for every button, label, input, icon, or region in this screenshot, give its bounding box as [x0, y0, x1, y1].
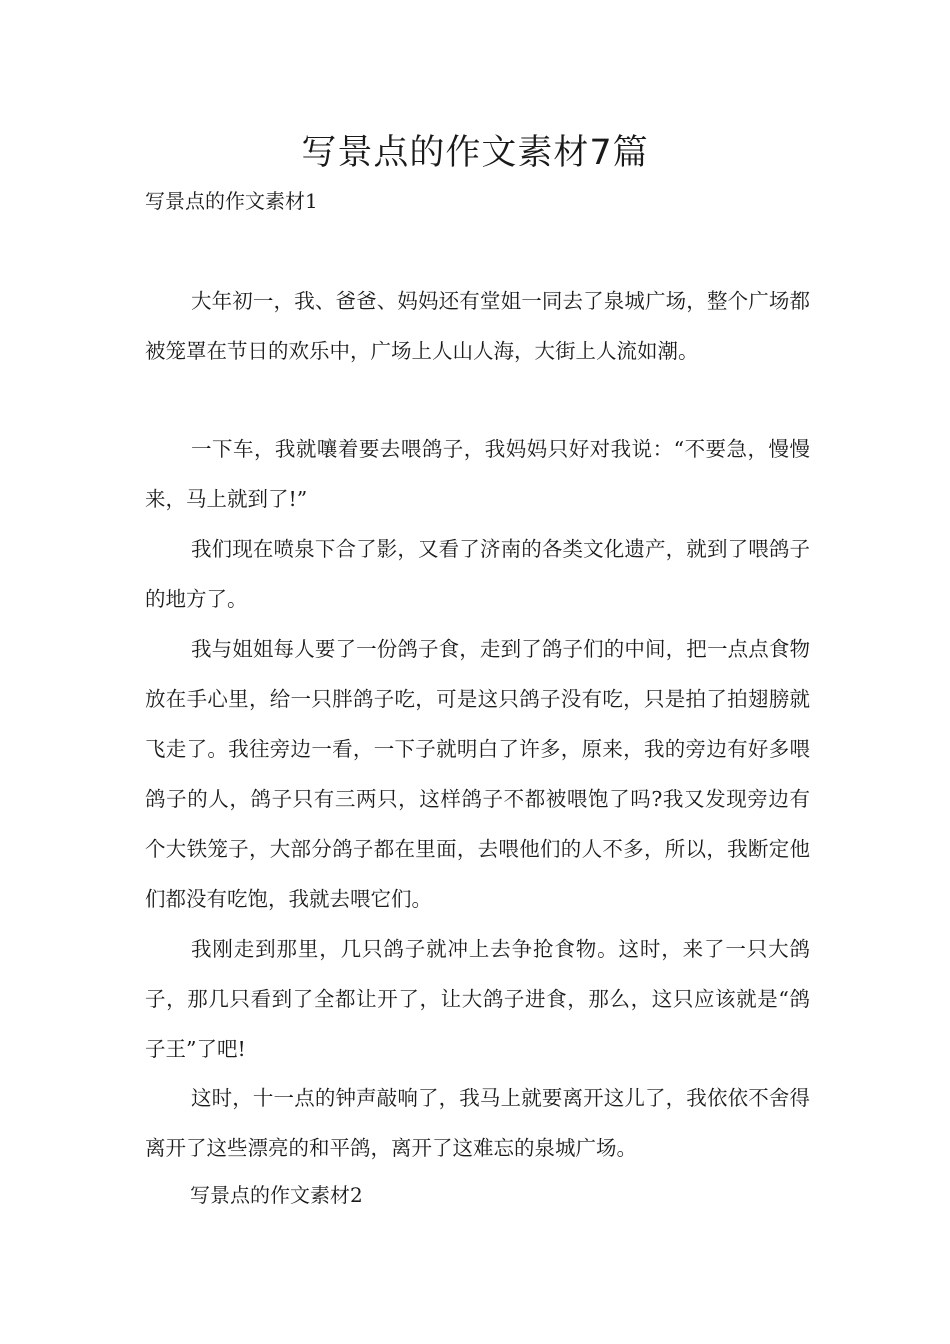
- document-title: 写景点的作文素材7篇: [301, 133, 649, 173]
- section-heading-1: 写景点的作文素材1: [145, 189, 318, 213]
- section-heading-2: 写景点的作文素材2: [190, 1183, 363, 1207]
- paragraph: 这时，十一点的钟声敲响了，我马上就要离开这儿了，我依依不舍得离开了这些漂亮的和平鸽，离开了这难忘的泉城广场。: [145, 1086, 810, 1160]
- paragraph: 我刚走到那里，几只鸽子就冲上去争抢食物。这时，来了一只大鸽子，那几只看到了全都让开了，让大鸽子进食，那么，这只应该就是“鸽子王”了吧!: [145, 937, 810, 1061]
- paragraph: 大年初一，我、爸爸、妈妈还有堂姐一同去了泉城广场，整个广场都被笼罩在节日的欢乐中，广场上人山人海，大街上人流如潮。: [145, 289, 810, 363]
- paragraph: 我们现在喷泉下合了影，又看了济南的各类文化遗产，就到了喂鸽子的地方了。: [145, 537, 810, 611]
- paragraph: 一下车，我就嚷着要去喂鸽子，我妈妈只好对我说：“不要急，慢慢来，马上就到了!”: [145, 437, 810, 511]
- paragraph: 我与姐姐每人要了一份鸽子食，走到了鸽子们的中间，把一点点食物放在手心里，给一只胖鸽子吃，可是这只鸽子没有吃，只是拍了拍翅膀就飞走了。我往旁边一看，一下子就明白了许多，原来，我的旁边有好多喂鸽子的人，鸽子只有三两只，这样鸽子不都被喂饱了吗?我又发现旁边有个大铁笼子，大部分鸽子都在里面，去喂他们的人不多，所以，我断定他们都没有吃饱，我就去喂它们。: [145, 637, 810, 911]
